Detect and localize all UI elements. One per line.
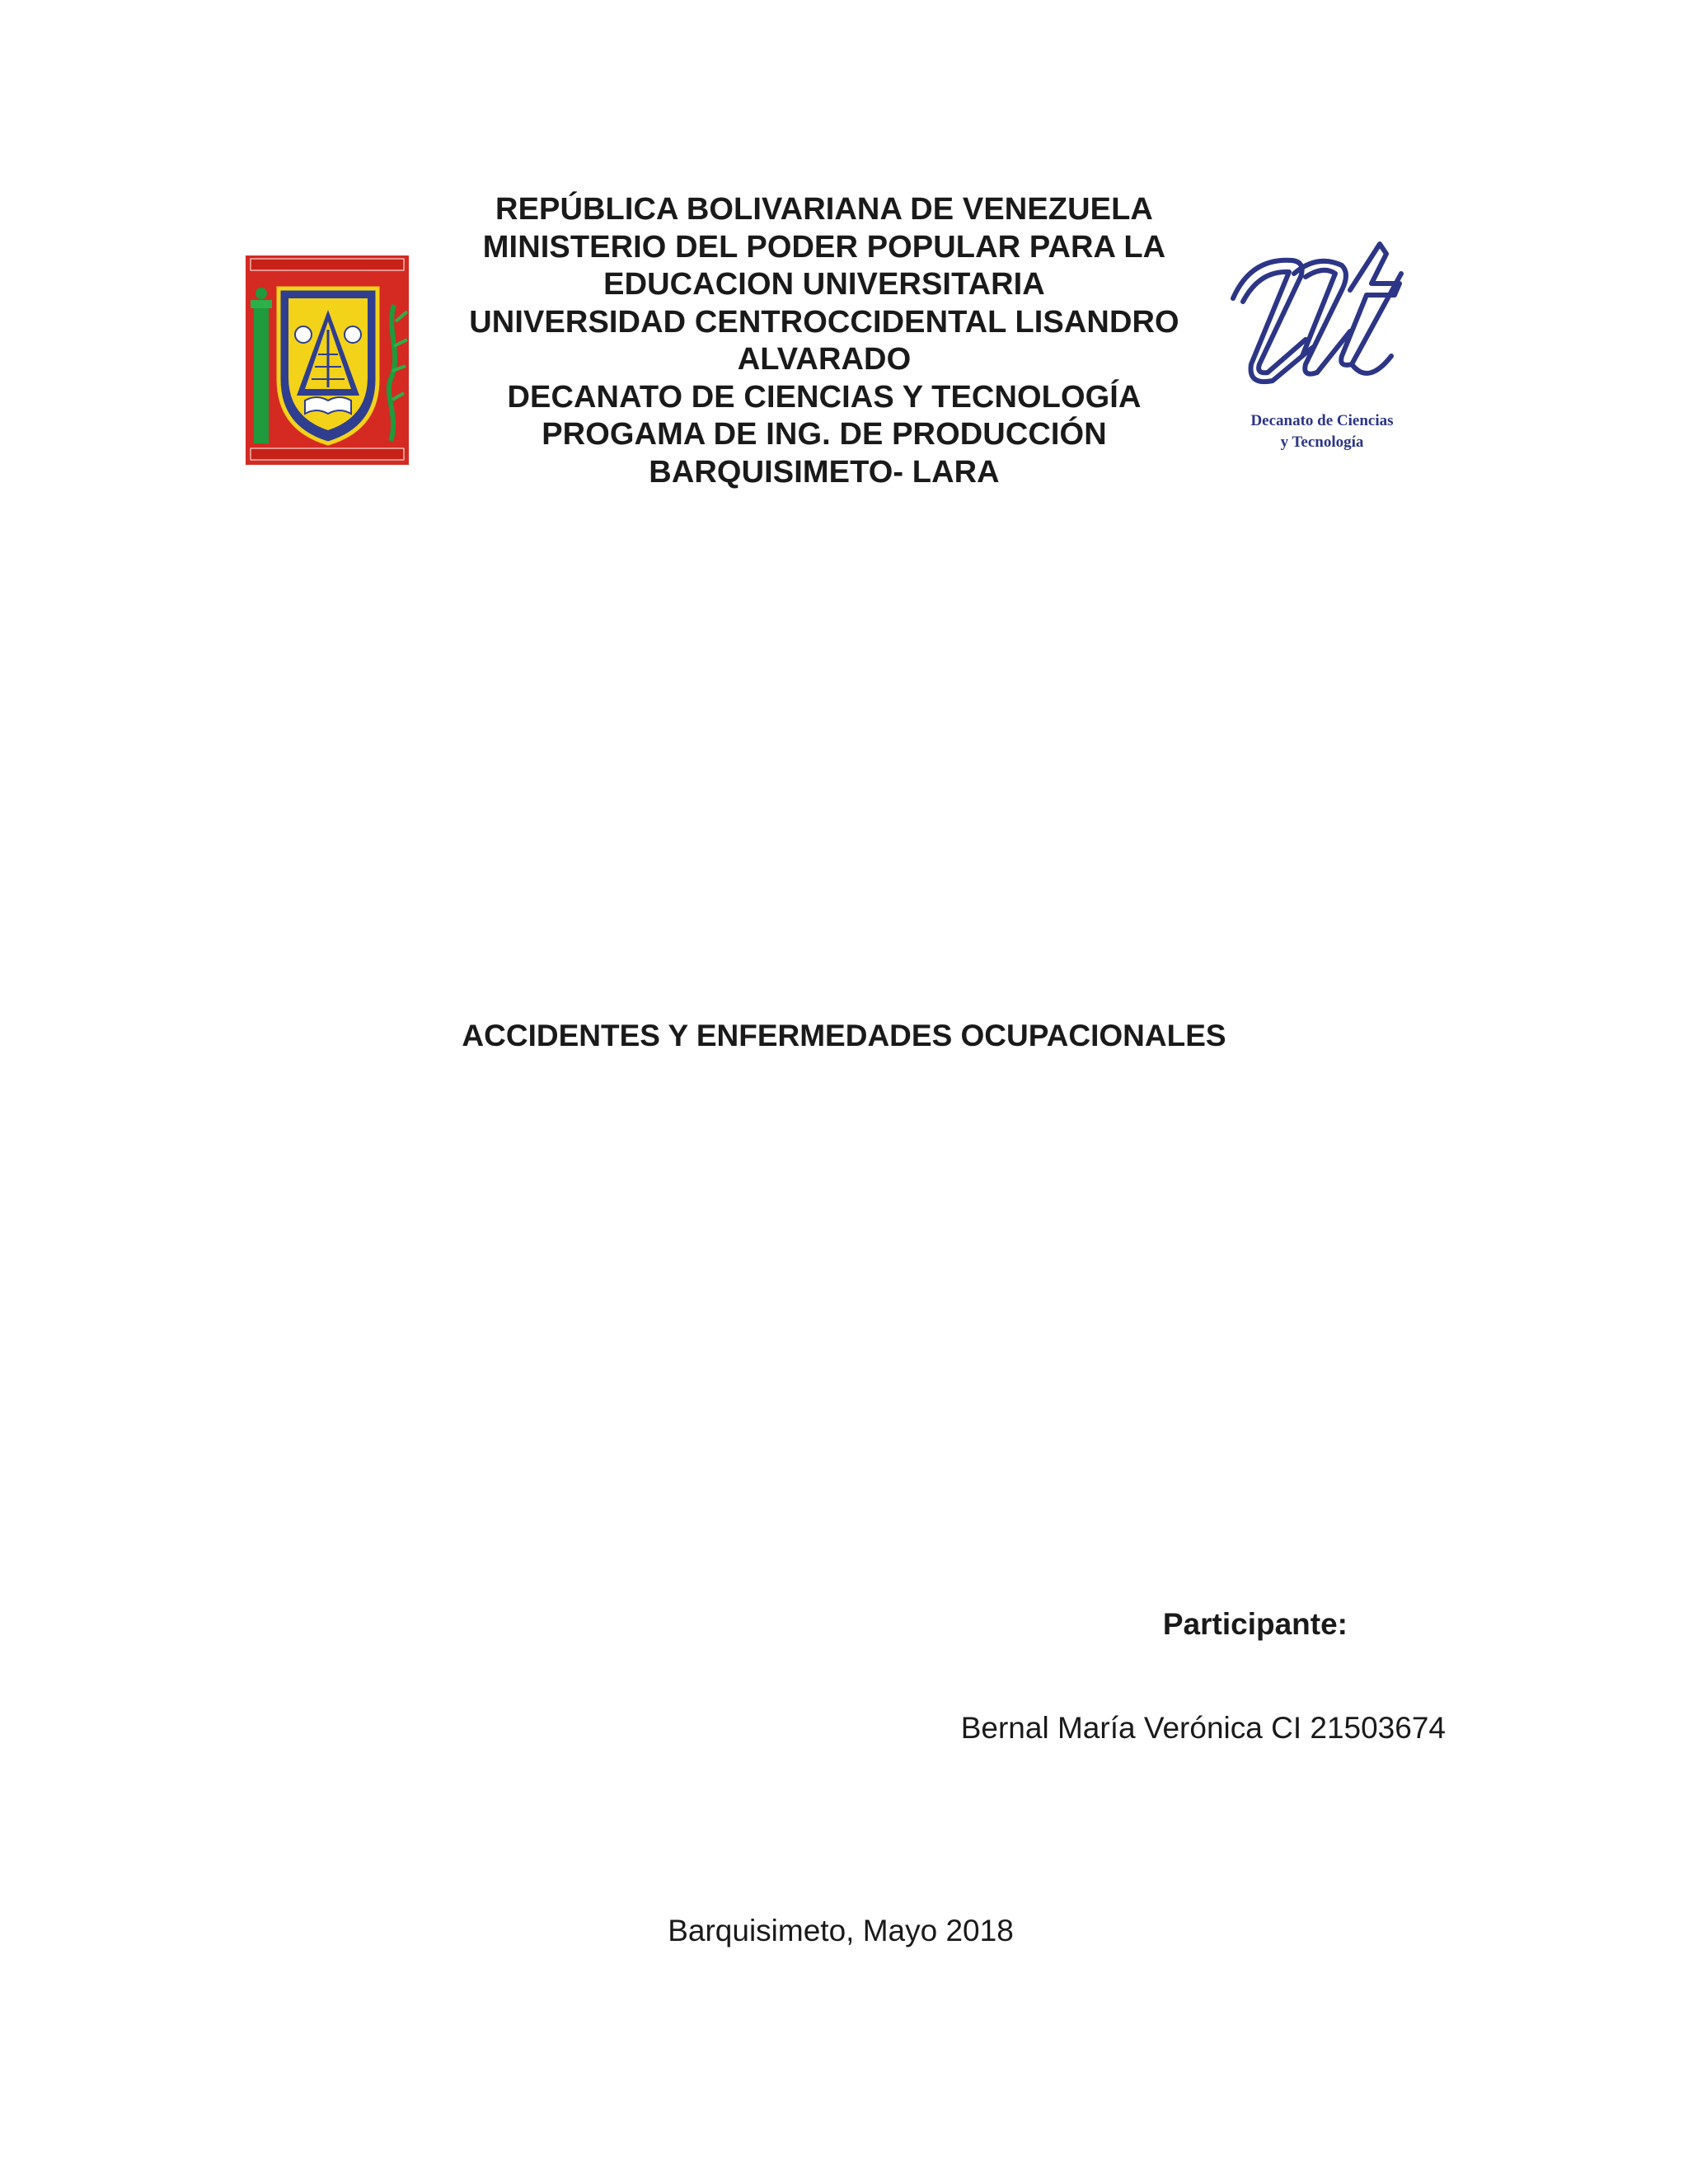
- header-line: REPÚBLICA BOLIVARIANA DE VENEZUELA: [495, 192, 1153, 227]
- header-line: DECANATO DE CIENCIAS Y TECNOLOGÍA: [507, 379, 1142, 415]
- decanato-logo-icon: [1226, 241, 1418, 458]
- header-line: MINISTERIO DEL PODER POPULAR PARA LA: [482, 229, 1166, 265]
- header-line: BARQUISIMETO- LARA: [649, 454, 1000, 490]
- institution-header: [412, 191, 1236, 491]
- header-line: UNIVERSIDAD CENTROCCIDENTAL LISANDRO: [469, 304, 1179, 340]
- place-date: Barquisimeto, Mayo 2018: [668, 1914, 1014, 1947]
- participant-label: Participante:: [1162, 1607, 1348, 1641]
- header-line: ALVARADO: [737, 342, 912, 377]
- header-line: PROGAMA DE ING. DE PRODUCCIÓN: [542, 417, 1107, 452]
- header-line: EDUCACION UNIVERSITARIA: [603, 267, 1045, 302]
- document-title: ACCIDENTES Y ENFERMEDADES OCUPACIONALES: [462, 1019, 1226, 1052]
- university-crest-icon: [246, 255, 409, 465]
- participant-name: Bernal María Verónica CI 21503674: [960, 1711, 1446, 1745]
- decanato-caption-line1: Decanato de Ciencias: [1250, 412, 1394, 429]
- decanato-caption-line2: y Tecnología: [1280, 434, 1364, 451]
